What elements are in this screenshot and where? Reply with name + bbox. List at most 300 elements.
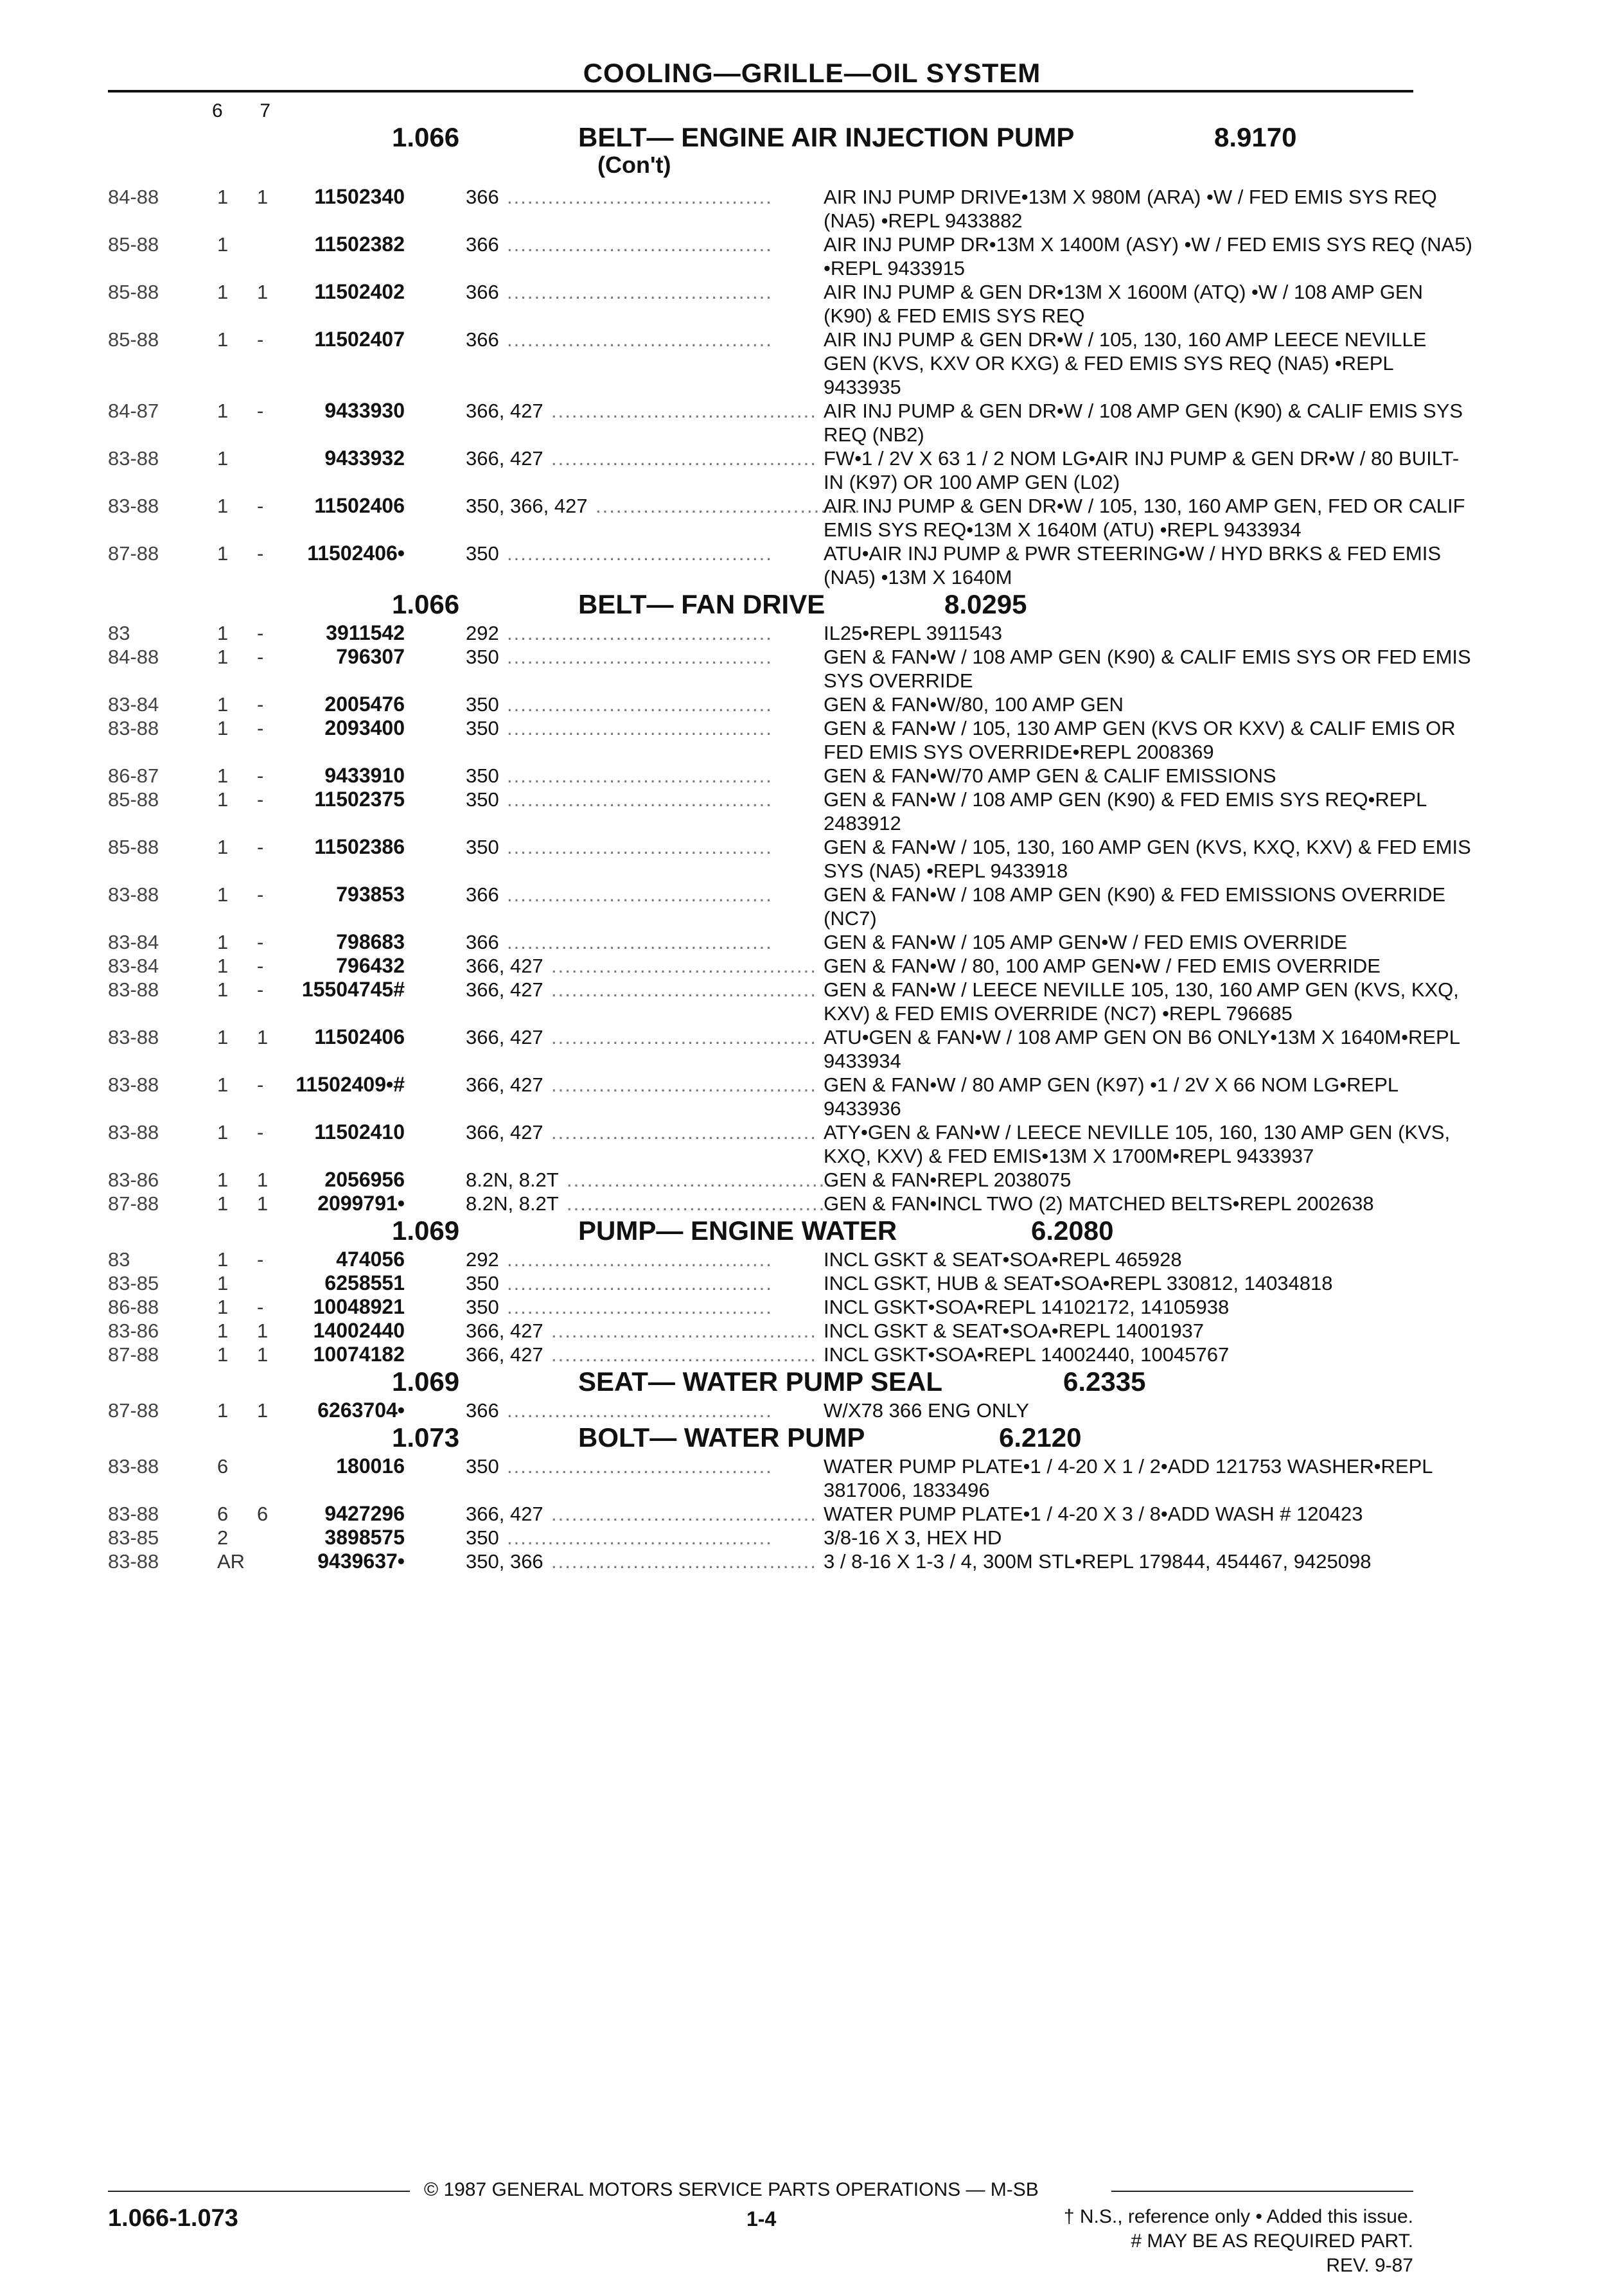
leader-dots: ....................................... — [551, 447, 817, 470]
part-number — [244, 1502, 405, 1526]
part-number — [244, 233, 405, 256]
section-code: 8.0295 — [944, 589, 1027, 619]
leader-dots: ....................................... — [507, 788, 773, 811]
quantity-col-7: - — [257, 328, 264, 351]
quantity-col-6: 1 — [217, 931, 229, 953]
table-row — [0, 621, 1624, 645]
part-number-value: 11502406 — [314, 1025, 405, 1048]
quantity-col-6: 6 — [217, 1503, 229, 1525]
quantity-col-7: - — [257, 978, 264, 1001]
quantity-col-6: 1 — [217, 400, 229, 422]
table-row — [0, 954, 1624, 978]
engine-codes: 366, 427 — [466, 1343, 543, 1366]
part-number-value: 9433910 — [324, 764, 405, 787]
part-mark: • — [397, 1399, 405, 1422]
part-description: IL25•REPL 3911543 — [824, 622, 1003, 644]
quantity-col-6: 1 — [217, 447, 229, 470]
leader-dots: ....................................... — [507, 646, 773, 668]
quantity-col-6: 1 — [217, 1248, 229, 1271]
part-number — [244, 1248, 405, 1271]
part-number — [244, 954, 405, 978]
part-mark: • — [397, 1550, 405, 1573]
quantity-col-6: 1 — [217, 764, 229, 787]
part-number — [244, 1454, 405, 1478]
part-description: GEN & FAN•W / 108 AMP GEN (K90) & FED EMIS SYS REQ•REPL 2483912 — [824, 788, 1427, 834]
quantity-col-7: 1 — [257, 1399, 269, 1422]
part-number-value: 6258551 — [324, 1271, 405, 1294]
footer-rule-left — [108, 2191, 410, 2192]
part-description: GEN & FAN•W / 105, 130 AMP GEN (KVS OR KXV) & CALIF EMIS OR FED EMIS SYS OVERRIDE•REPL 2008369 — [824, 717, 1456, 763]
table-row — [0, 1550, 1624, 1573]
quantity-col-7: - — [257, 693, 264, 716]
quantity-col-7: - — [257, 495, 264, 517]
leader-dots: ....................................... — [551, 978, 817, 1001]
leader-dots: ....................................... — [507, 1272, 773, 1294]
model-years: 87-88 — [108, 1399, 159, 1422]
table-row — [0, 233, 1624, 280]
leader-dots: ....................................... — [507, 693, 773, 716]
quantity-col-6: 2 — [217, 1526, 229, 1549]
leader-dots: ....................................... — [551, 1026, 817, 1048]
part-mark: • — [397, 1192, 405, 1215]
table-row — [0, 1319, 1624, 1343]
column-number-7: 7 — [260, 100, 271, 121]
table-row — [0, 788, 1624, 835]
quantity-col-7: - — [257, 622, 264, 644]
section-number: 1.066 — [392, 122, 460, 152]
leader-dots: ....................................... — [551, 1550, 817, 1573]
part-number-value: 11502340 — [314, 185, 405, 208]
part-number-value: 11502407 — [314, 328, 405, 351]
model-years: 83-88 — [108, 1455, 159, 1478]
part-mark: •# — [386, 1073, 405, 1096]
quantity-col-7: 1 — [257, 1320, 269, 1342]
part-description: GEN & FAN•REPL 2038075 — [824, 1169, 1072, 1191]
model-years: 86-88 — [108, 1296, 159, 1318]
engine-codes: 350 — [466, 764, 499, 787]
part-number-value: 11502382 — [314, 233, 405, 256]
section-title: BELT— FAN DRIVE — [578, 589, 825, 619]
leader-dots: ....................................... — [507, 542, 773, 565]
leader-dots: ....................................... — [507, 328, 773, 351]
part-number-value: 11502406 — [307, 542, 398, 565]
table-row — [0, 1248, 1624, 1271]
quantity-col-7: - — [257, 542, 264, 565]
section-number: 1.066 — [392, 589, 460, 619]
table-row — [0, 1343, 1624, 1366]
model-years: 83-86 — [108, 1169, 159, 1191]
part-number-value: 2099791 — [317, 1192, 398, 1215]
quantity-col-7: 1 — [257, 1343, 269, 1366]
quantity-col-6: 1 — [217, 788, 229, 811]
part-number-value: 6263704 — [317, 1399, 398, 1422]
table-row — [0, 693, 1624, 716]
model-years: 83-88 — [108, 978, 159, 1001]
engine-codes: 350 — [466, 646, 499, 668]
part-number — [244, 1073, 405, 1097]
leader-dots: ....................................... — [507, 622, 773, 644]
engine-codes: 366, 427 — [466, 1121, 543, 1143]
part-number-value: 793853 — [336, 883, 405, 906]
part-number — [244, 494, 405, 518]
leader-dots: ....................................... — [507, 883, 773, 906]
quantity-col-7: - — [257, 764, 264, 787]
quantity-col-7: - — [257, 1073, 264, 1096]
quantity-col-6: 1 — [217, 693, 229, 716]
leader-dots: ....................................... — [507, 1296, 773, 1318]
engine-codes: 366, 427 — [466, 1320, 543, 1342]
table-row — [0, 1399, 1624, 1422]
section-code: 6.2335 — [1063, 1366, 1146, 1397]
part-number — [244, 328, 405, 351]
model-years: 83-88 — [108, 1026, 159, 1048]
part-number-value: 11502406 — [314, 494, 405, 517]
part-number — [244, 446, 405, 470]
part-number — [244, 1192, 405, 1215]
engine-codes: 350 — [466, 717, 499, 739]
table-row — [0, 399, 1624, 446]
engine-codes: 350 — [466, 1455, 499, 1478]
quantity-col-7: 1 — [257, 1169, 269, 1191]
part-number-value: 11502410 — [314, 1120, 405, 1143]
part-number — [244, 1295, 405, 1319]
quantity-col-6: 1 — [217, 1343, 229, 1366]
section-header — [0, 1366, 1624, 1399]
part-mark: # — [393, 978, 405, 1001]
part-number — [244, 1343, 405, 1366]
leader-dots: ....................................... — [551, 400, 817, 422]
part-description: INCL GSKT & SEAT•SOA•REPL 465928 — [824, 1248, 1182, 1271]
engine-codes: 366, 427 — [466, 1073, 543, 1096]
section-number: 1.069 — [392, 1215, 460, 1246]
model-years: 84-88 — [108, 646, 159, 668]
quantity-col-6: 1 — [217, 1320, 229, 1342]
quantity-col-6: 1 — [217, 495, 229, 517]
model-years: 83 — [108, 622, 130, 644]
engine-codes: 366 — [466, 883, 499, 906]
quantity-col-7: 6 — [257, 1503, 269, 1525]
footer-copyright: © 1987 GENERAL MOTORS SERVICE PARTS OPERATIONS — M-SB — [424, 2179, 1039, 2200]
part-number-value: 11502386 — [314, 835, 405, 858]
part-number-value: 3898575 — [324, 1526, 405, 1549]
leader-dots: ....................................... — [507, 931, 773, 953]
leader-dots: ....................................... — [551, 1073, 817, 1096]
model-years: 83-88 — [108, 1550, 159, 1573]
parts-list — [0, 122, 1624, 1573]
table-row — [0, 1271, 1624, 1295]
quantity-col-7: 1 — [257, 1192, 269, 1215]
part-number-value: 10074182 — [313, 1343, 405, 1366]
table-row — [0, 835, 1624, 883]
part-number-value: 15504745 — [301, 978, 394, 1001]
engine-codes: 8.2N, 8.2T — [466, 1169, 559, 1191]
part-description: AIR INJ PUMP & GEN DR•W / 105, 130, 160 AMP LEECE NEVILLE GEN (KVS, KXV OR KXG) & FED EMIS SYS REQ (NA5) •REPL 9433935 — [824, 328, 1427, 398]
part-number — [244, 1271, 405, 1295]
table-row — [0, 1502, 1624, 1526]
table-row — [0, 645, 1624, 693]
part-description: AIR INJ PUMP & GEN DR•W / 105, 130, 160 AMP GEN, FED OR CALIF EMIS SYS REQ•13M X 1640M (ATU) •REPL 9433934 — [824, 495, 1465, 541]
engine-codes: 366 — [466, 931, 499, 953]
leader-dots: ....................................... — [507, 233, 773, 256]
table-row — [0, 1526, 1624, 1550]
table-row — [0, 930, 1624, 954]
leader-dots: ....................................... — [507, 1248, 773, 1271]
part-number-value: 10048921 — [313, 1295, 405, 1318]
part-number-value: 14002440 — [313, 1319, 405, 1342]
engine-codes: 366 — [466, 186, 499, 208]
leader-dots: ....................................... — [507, 717, 773, 739]
part-number — [244, 185, 405, 209]
engine-codes: 366, 427 — [466, 1026, 543, 1048]
model-years: 83-85 — [108, 1272, 159, 1294]
part-number — [244, 399, 405, 423]
engine-codes: 366, 427 — [466, 400, 543, 422]
leader-dots: ....................................... — [567, 1169, 833, 1191]
part-mark: • — [397, 542, 405, 565]
table-row — [0, 1120, 1624, 1168]
quantity-col-6: 6 — [217, 1455, 229, 1478]
model-years: 83-86 — [108, 1320, 159, 1342]
model-years: 83-88 — [108, 883, 159, 906]
quantity-col-7: - — [257, 788, 264, 811]
quantity-col-6: 1 — [217, 955, 229, 977]
part-number — [244, 1319, 405, 1343]
section-title: BELT— ENGINE AIR INJECTION PUMP — [578, 122, 1075, 152]
part-number — [244, 693, 405, 716]
part-description: INCL GSKT & SEAT•SOA•REPL 14001937 — [824, 1320, 1205, 1342]
section-header — [0, 589, 1624, 621]
table-row — [0, 1454, 1624, 1502]
quantity-col-7: - — [257, 931, 264, 953]
quantity-col-7: 1 — [257, 1026, 269, 1048]
engine-codes: 350, 366 — [466, 1550, 543, 1573]
model-years: 83-84 — [108, 693, 159, 716]
section-header — [0, 122, 1624, 185]
part-description: GEN & FAN•W/80, 100 AMP GEN — [824, 693, 1124, 716]
section-code: 8.9170 — [1214, 122, 1297, 152]
part-description: GEN & FAN•W / 108 AMP GEN (K90) & CALIF EMIS SYS OR FED EMIS SYS OVERRIDE — [824, 646, 1471, 692]
part-number — [244, 542, 405, 565]
model-years: 87-88 — [108, 542, 159, 565]
engine-codes: 292 — [466, 1248, 499, 1271]
part-description: AIR INJ PUMP DR•13M X 1400M (ASY) •W / FED EMIS SYS REQ (NA5) •REPL 9433915 — [824, 233, 1472, 279]
leader-dots: ....................................... — [551, 1503, 817, 1525]
model-years: 85-88 — [108, 788, 159, 811]
legend-line: REV. 9-87 — [1326, 2255, 1413, 2276]
part-description: FW•1 / 2V X 63 1 / 2 NOM LG•AIR INJ PUMP & GEN DR•W / 80 BUILT-IN (K97) OR 100 AMP GEN (L02) — [824, 447, 1460, 493]
model-years: 85-88 — [108, 281, 159, 303]
section-title: SEAT— WATER PUMP SEAL — [578, 1366, 943, 1397]
table-row — [0, 1295, 1624, 1319]
part-number-value: 11502409 — [296, 1073, 386, 1096]
part-description: GEN & FAN•W / LEECE NEVILLE 105, 130, 160 AMP GEN (KVS, KXQ, KXV) & FED EMIS OVERRIDE (NC7) •REPL 796685 — [824, 978, 1459, 1025]
part-number — [244, 645, 405, 669]
part-number — [244, 835, 405, 859]
table-row — [0, 542, 1624, 589]
part-number-value: 9433930 — [324, 399, 405, 422]
engine-codes: 366, 427 — [466, 978, 543, 1001]
model-years: 84-87 — [108, 400, 159, 422]
quantity-col-6: 1 — [217, 1272, 229, 1294]
part-description: INCL GSKT•SOA•REPL 14002440, 10045767 — [824, 1343, 1230, 1366]
model-years: 83-88 — [108, 1073, 159, 1096]
part-description: GEN & FAN•W / 80 AMP GEN (K97) •1 / 2V X 66 NOM LG•REPL 9433936 — [824, 1073, 1398, 1120]
part-number — [244, 978, 405, 1002]
quantity-col-6: 1 — [217, 646, 229, 668]
engine-codes: 366, 427 — [466, 955, 543, 977]
quantity-col-6: 1 — [217, 622, 229, 644]
table-row — [0, 1168, 1624, 1192]
model-years: 83 — [108, 1248, 130, 1271]
model-years: 83-84 — [108, 931, 159, 953]
quantity-col-7: - — [257, 1248, 264, 1271]
part-number — [244, 1399, 405, 1422]
model-years: 83-88 — [108, 1121, 159, 1143]
leader-dots: ....................................... — [551, 1121, 817, 1143]
engine-codes: 350 — [466, 1272, 499, 1294]
quantity-col-6: 1 — [217, 542, 229, 565]
quantity-col-6: 1 — [217, 836, 229, 858]
model-years: 83-88 — [108, 447, 159, 470]
part-number-value: 11502375 — [314, 788, 405, 811]
part-number-value: 180016 — [336, 1454, 405, 1478]
table-row — [0, 446, 1624, 494]
leader-dots: ....................................... — [507, 1455, 773, 1478]
table-row — [0, 716, 1624, 764]
part-number-value: 9439637 — [317, 1550, 398, 1573]
section-title: BOLT— WATER PUMP — [578, 1422, 865, 1452]
leader-dots: ....................................... — [596, 495, 861, 517]
engine-codes: 366, 427 — [466, 447, 543, 470]
table-row — [0, 185, 1624, 233]
engine-codes: 292 — [466, 622, 499, 644]
section-number: 1.073 — [392, 1422, 460, 1452]
quantity-col-6: 1 — [217, 1026, 229, 1048]
leader-dots: ....................................... — [507, 1399, 773, 1422]
footer-section-range: 1.066-1.073 — [108, 2205, 238, 2232]
engine-codes: 350 — [466, 1296, 499, 1318]
part-number — [244, 1025, 405, 1049]
part-number — [244, 764, 405, 788]
quantity-col-6: AR — [217, 1550, 245, 1573]
part-number-value: 2056956 — [324, 1168, 405, 1191]
model-years: 87-88 — [108, 1343, 159, 1366]
quantity-col-6: 1 — [217, 1399, 229, 1422]
part-description: ATY•GEN & FAN•W / LEECE NEVILLE 105, 160, 130 AMP GEN (KVS, KXQ, KXV) & FED EMIS•13M X 1700M•REPL 9433937 — [824, 1121, 1451, 1167]
model-years: 85-88 — [108, 836, 159, 858]
footer-page-number: 1-4 — [746, 2207, 777, 2230]
column-numbers — [212, 100, 302, 122]
model-years: 83-88 — [108, 717, 159, 739]
quantity-col-7: - — [257, 400, 264, 422]
quantity-col-7: - — [257, 646, 264, 668]
table-row — [0, 978, 1624, 1025]
engine-codes: 350, 366, 427 — [466, 495, 588, 517]
table-row — [0, 1192, 1624, 1215]
part-description: GEN & FAN•W / 105 AMP GEN•W / FED EMIS OVERRIDE — [824, 931, 1348, 953]
engine-codes: 350 — [466, 1526, 499, 1549]
part-description: AIR INJ PUMP DRIVE•13M X 980M (ARA) •W / FED EMIS SYS REQ (NA5) •REPL 9433882 — [824, 186, 1437, 232]
part-description: AIR INJ PUMP & GEN DR•W / 108 AMP GEN (K90) & CALIF EMIS SYS REQ (NB2) — [824, 400, 1463, 446]
table-row — [0, 280, 1624, 328]
engine-codes: 350 — [466, 836, 499, 858]
part-number-value: 2093400 — [324, 716, 405, 739]
quantity-col-6: 1 — [217, 281, 229, 303]
part-number-value: 9427296 — [324, 1502, 405, 1525]
section-header — [0, 1215, 1624, 1248]
part-description: GEN & FAN•W / 105, 130, 160 AMP GEN (KVS, KXQ, KXV) & FED EMIS SYS (NA5) •REPL 9433918 — [824, 836, 1471, 882]
model-years: 85-88 — [108, 233, 159, 256]
quantity-col-6: 1 — [217, 1192, 229, 1215]
model-years: 85-88 — [108, 328, 159, 351]
part-description: GEN & FAN•INCL TWO (2) MATCHED BELTS•REPL 2002638 — [824, 1192, 1374, 1215]
quantity-col-7: 1 — [257, 186, 269, 208]
part-description: INCL GSKT, HUB & SEAT•SOA•REPL 330812, 14034818 — [824, 1272, 1333, 1294]
engine-codes: 366 — [466, 281, 499, 303]
engine-codes: 366 — [466, 328, 499, 351]
legend-line: † N.S., reference only • Added this issue. — [1063, 2206, 1413, 2227]
part-description: GEN & FAN•W / 80, 100 AMP GEN•W / FED EMIS OVERRIDE — [824, 955, 1381, 977]
section-code: 6.2120 — [999, 1422, 1082, 1452]
part-description: AIR INJ PUMP & GEN DR•13M X 1600M (ATQ) •W / 108 AMP GEN (K90) & FED EMIS SYS REQ — [824, 281, 1423, 327]
part-description: WATER PUMP PLATE•1 / 4-20 X 3 / 8•ADD WASH # 120423 — [824, 1503, 1363, 1525]
section-number: 1.069 — [392, 1366, 460, 1397]
leader-dots: ....................................... — [507, 281, 773, 303]
leader-dots: ....................................... — [507, 186, 773, 208]
section-title: PUMP— ENGINE WATER — [578, 1215, 897, 1246]
engine-codes: 366, 427 — [466, 1503, 543, 1525]
quantity-col-6: 1 — [217, 233, 229, 256]
quantity-col-7: 1 — [257, 281, 269, 303]
quantity-col-7: - — [257, 1121, 264, 1143]
part-description: 3/8-16 X 3, HEX HD — [824, 1526, 1002, 1549]
leader-dots: ....................................... — [551, 955, 817, 977]
page-title: COOLING—GRILLE—OIL SYSTEM — [583, 58, 1041, 88]
model-years: 83-84 — [108, 955, 159, 977]
leader-dots: ....................................... — [507, 836, 773, 858]
table-row — [0, 494, 1624, 542]
part-number — [244, 1168, 405, 1192]
quantity-col-7: - — [257, 955, 264, 977]
part-number-value: 9433932 — [324, 446, 405, 470]
quantity-col-6: 1 — [217, 1121, 229, 1143]
leader-dots: ....................................... — [507, 1526, 773, 1549]
quantity-col-6: 1 — [217, 328, 229, 351]
section-subtitle: (Con't) — [597, 152, 671, 178]
table-row — [0, 328, 1624, 399]
engine-codes: 366 — [466, 233, 499, 256]
quantity-col-6: 1 — [217, 883, 229, 906]
quantity-col-6: 1 — [217, 1073, 229, 1096]
footer-rule-right — [1111, 2191, 1413, 2192]
leader-dots: ....................................... — [567, 1192, 833, 1215]
model-years: 83-88 — [108, 1503, 159, 1525]
quantity-col-7: - — [257, 717, 264, 739]
part-number — [244, 280, 405, 304]
section-header — [0, 1422, 1624, 1454]
quantity-col-6: 1 — [217, 717, 229, 739]
part-number — [244, 883, 405, 906]
part-number — [244, 621, 405, 645]
model-years: 87-88 — [108, 1192, 159, 1215]
part-number-value: 798683 — [336, 930, 405, 953]
model-years: 86-87 — [108, 764, 159, 787]
footer-legend — [899, 2205, 1413, 2278]
part-description: GEN & FAN•W/70 AMP GEN & CALIF EMISSIONS — [824, 764, 1276, 787]
quantity-col-7: - — [257, 836, 264, 858]
column-number-6: 6 — [212, 100, 223, 121]
quantity-col-6: 1 — [217, 186, 229, 208]
